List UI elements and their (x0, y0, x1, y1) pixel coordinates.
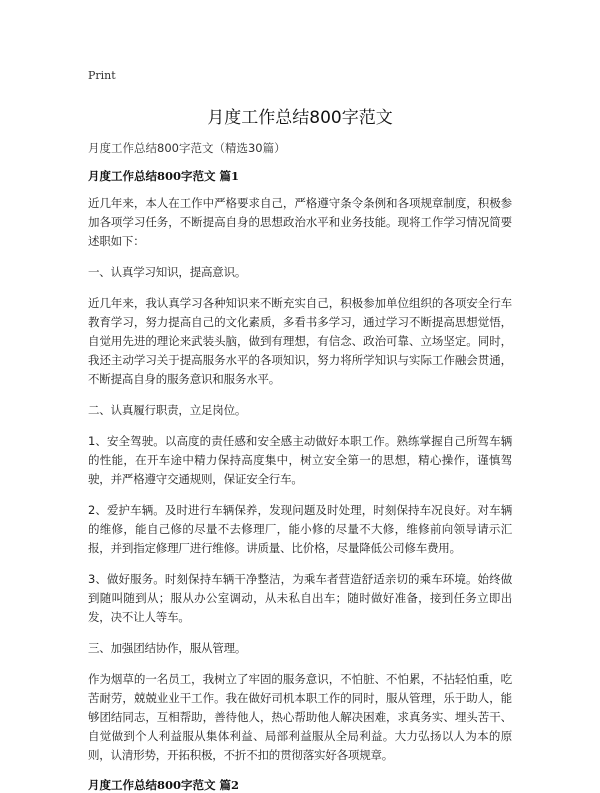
paragraph-intro: 近几年来，本人在工作中严格要求自己，严格遵守条令条例和各项规章制度，积极参加各项学习任务，不断提高自身的思想政治水平和业务技能。现将工作学习情况简要述职如下： (88, 196, 512, 248)
paragraph-study: 近几年来，我认真学习各种知识来不断充实自己，积极参加单位组织的各项安全行车教育学习，努力提高自己的文化素质，多看书多学习，通过学习不断提高思想觉悟，自觉用先进的理论来武装头脑，做到有理想，有信念、政治可靠、立场坚定。同时，我还主动学习关于提高服务水平的各项知识，努力将所学知识与实际工作融会贯通，不断提高自身的服务意识和服务水平。 (88, 296, 512, 386)
document-title: 月度工作总结800字范文 (207, 108, 393, 128)
paragraph-safe-driving: 1、安全驾驶。以高度的责任感和安全感主动做好本职工作。熟练掌握自己所驾车辆的性能，在开车途中精力保持高度集中，树立安全第一的思想，精心操作，谨慎驾驶，并严格遵守交通规则，保证安全行车。 (88, 434, 512, 486)
section-heading-2: 月度工作总结800字范文 篇2 (88, 778, 240, 792)
print-link[interactable]: Print (88, 69, 116, 82)
paragraph-point-1-heading: 一、认真学习知识，提高意识。 (88, 265, 247, 279)
document-subtitle: 月度工作总结800字范文（精选30篇） (88, 141, 286, 155)
paragraph-point-3-heading: 三、加强团结协作，服从管理。 (88, 641, 247, 655)
paragraph-point-2-heading: 二、认真履行职责，立足岗位。 (88, 403, 247, 417)
section-heading-1: 月度工作总结800字范文 篇1 (88, 169, 240, 183)
paragraph-service: 3、做好服务。时刻保持车辆干净整洁，为乘车者营造舒适亲切的乘车环境。始终做到随叫随到从；服从办公室调动，从未私自出车；随时做好准备，接到任务立即出发，决不让人等车。 (88, 572, 512, 624)
paragraph-vehicle-care: 2、爱护车辆。及时进行车辆保养，发现问题及时处理，时刻保持车况良好。对车辆的维修，能自己修的尽量不去修理厂，能小修的尽量不大修，维修前向领导请示汇报，并到指定修理厂进行维修。讲质量、比价格，尽量降低公司修车费用。 (88, 503, 512, 555)
paragraph-teamwork: 作为烟草的一名员工，我树立了牢固的服务意识，不怕脏、不怕累，不拈轻怕重，吃苦耐劳，兢兢业业干工作。我在做好司机本职工作的同时，服从管理，乐于助人，能够团结同志，互相帮助，善待他人，热心帮助他人解决困难，求真务实、埋头苦干、自觉做到个人利益服从集体利益、局部利益服从全局利益。大力弘扬以人为本的原则，认清形势，开拓积极，不折不扣的贯彻落实好各项规章。 (88, 672, 512, 762)
